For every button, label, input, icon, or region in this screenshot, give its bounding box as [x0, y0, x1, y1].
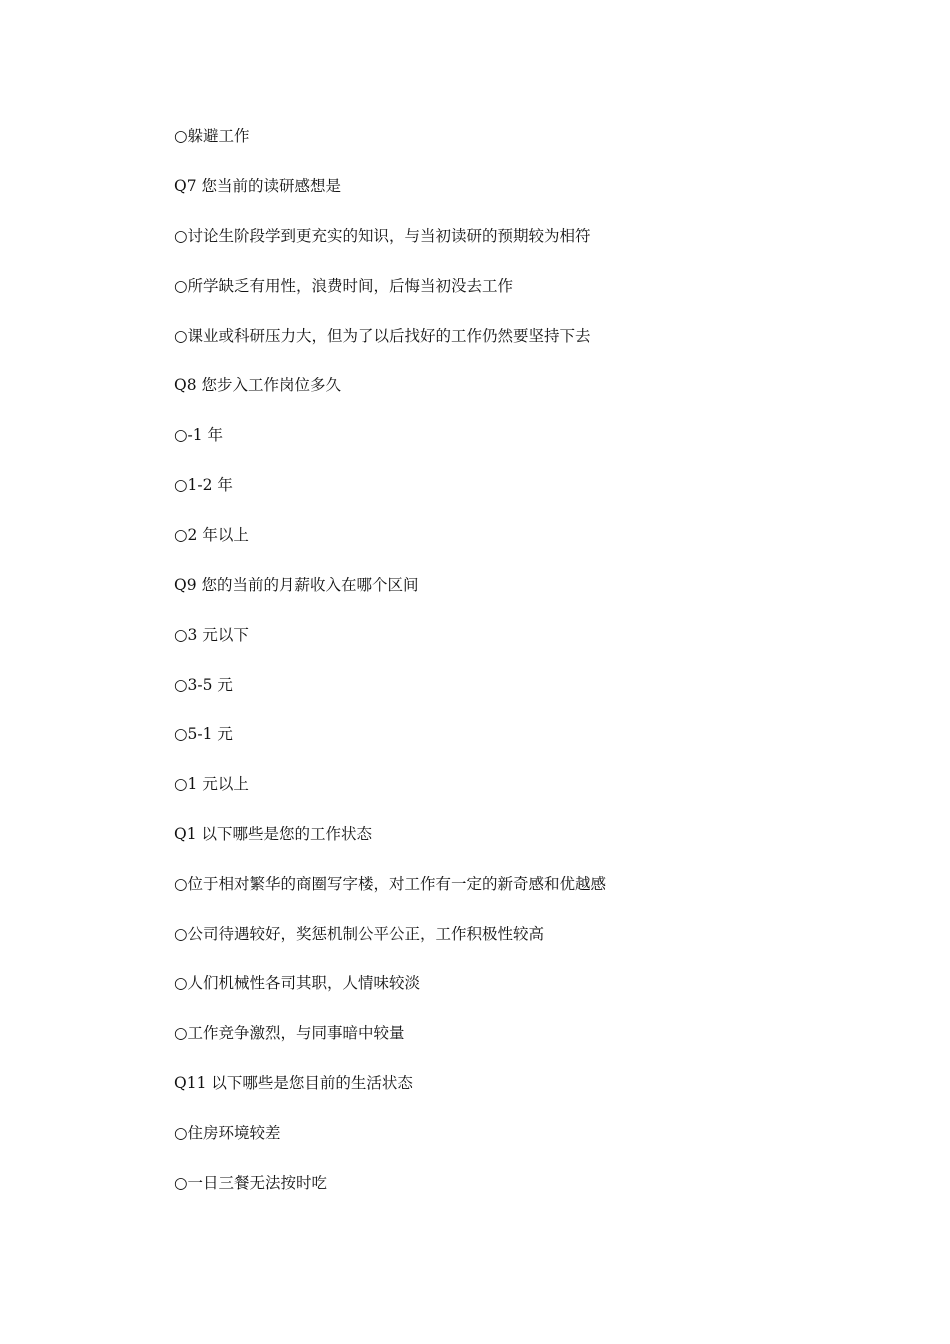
option-q9-c: ○5-1 元 [174, 725, 233, 743]
option-q8-a: ○-1 年 [174, 426, 224, 444]
question-q8: Q8 您步入工作岗位多久 [174, 376, 341, 394]
option-q7-c: ○课业或科研压力大，但为了以后找好的工作仍然要坚持下去 [174, 327, 591, 345]
option-avoid-work: ○躲避工作 [174, 127, 250, 145]
option-q11-a: ○住房环境较差 [174, 1124, 281, 1142]
option-q7-a: ○讨论生阶段学到更充实的知识，与当初读研的预期较为相符 [174, 227, 591, 245]
option-q1-d: ○工作竞争激烈，与同事暗中较量 [174, 1024, 405, 1042]
option-q1-a: ○位于相对繁华的商圈写字楼，对工作有一定的新奇感和优越感 [174, 875, 607, 893]
option-q9-d: ○1 元以上 [174, 775, 249, 793]
question-q9: Q9 您的当前的月薪收入在哪个区间 [174, 576, 419, 594]
option-q7-b: ○所学缺乏有用性，浪费时间，后悔当初没去工作 [174, 277, 514, 295]
question-q11: Q11 以下哪些是您目前的生活状态 [174, 1074, 413, 1092]
option-q1-c: ○人们机械性各司其职，人情味较淡 [174, 974, 421, 992]
option-q11-b: ○一日三餐无法按时吃 [174, 1174, 328, 1192]
question-q7: Q7 您当前的读研感想是 [174, 177, 341, 195]
option-q9-a: ○3 元以下 [174, 626, 249, 644]
option-q8-b: ○1-2 年 [174, 476, 233, 494]
option-q9-b: ○3-5 元 [174, 676, 233, 694]
option-q8-c: ○2 年以上 [174, 526, 249, 544]
option-q1-b: ○公司待遇较好，奖惩机制公平公正，工作积极性较高 [174, 925, 545, 943]
question-q1: Q1 以下哪些是您的工作状态 [174, 825, 372, 843]
